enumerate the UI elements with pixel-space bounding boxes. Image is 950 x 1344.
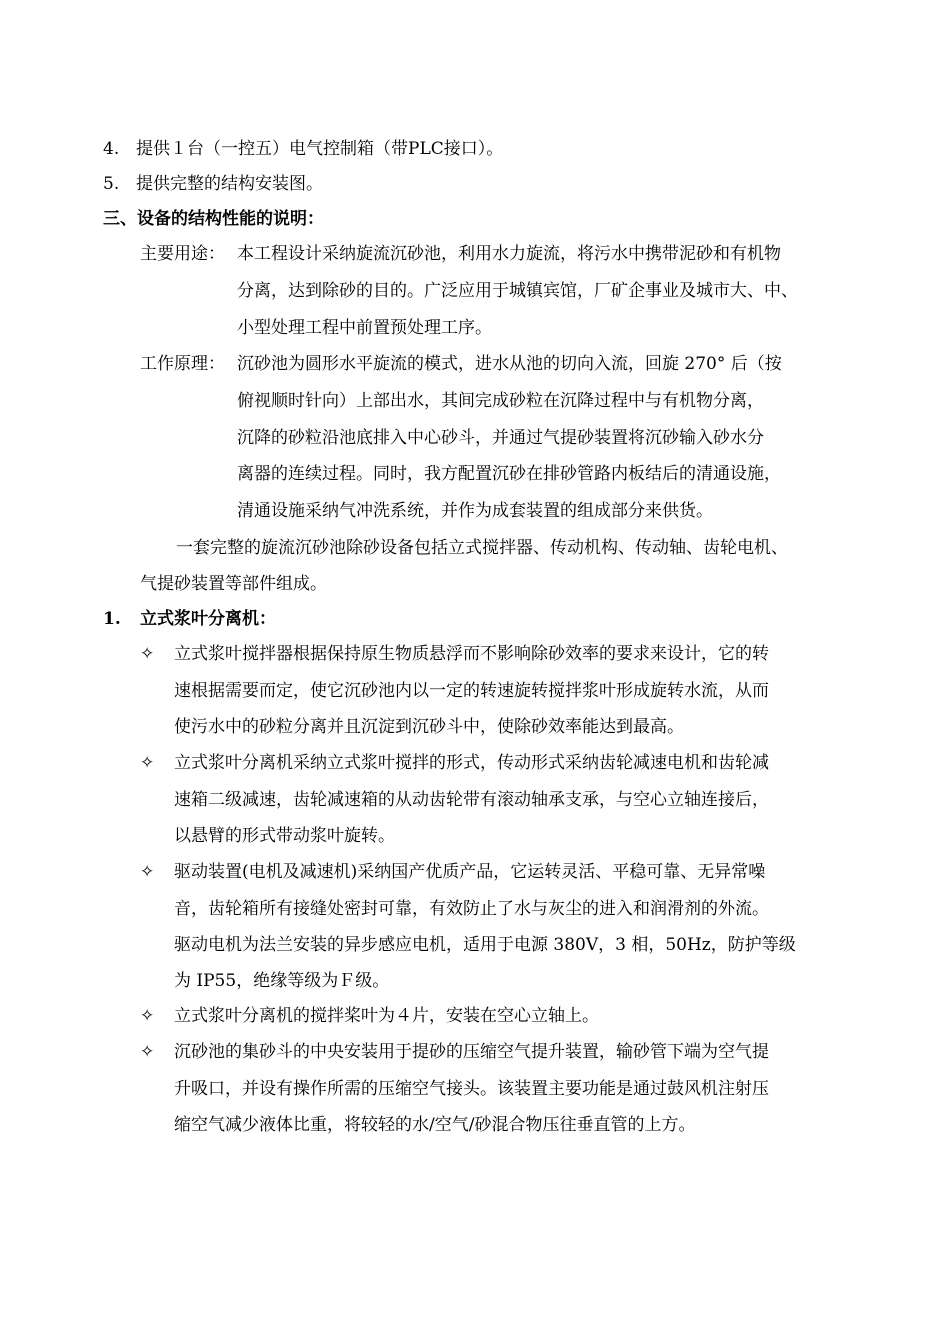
- bullet-line: 驱动电机为法兰安装的异步感应电机，适用于电源 380V，3 相，50Hz，防护等级: [174, 935, 796, 955]
- list-item-text: 提供完整的结构安装图。: [136, 174, 323, 194]
- section-heading: 三、设备的结构性能的说明：: [103, 209, 324, 229]
- list-item-num: 5.: [103, 174, 120, 194]
- bullet-line: 速根据需要而定，使它沉砂池内以一定的转速旋转搅拌浆叶形成旋转水流，从而: [174, 681, 769, 701]
- principle-line: 清通设施采纳气冲洗系统，并作为成套装置的组成部分来供货。: [237, 501, 713, 521]
- list-item-num: 4.: [103, 139, 120, 159]
- principle-line: 离器的连续过程。同时，我方配置沉砂在排砂管路内板结后的清通设施，: [237, 464, 781, 484]
- bullet-line: 升吸口，并设有操作所需的压缩空气接头。该装置主要功能是通过鼓风机注射压: [174, 1079, 769, 1099]
- usage-line: 分离，达到除砂的目的。广泛应用于城镇宾馆，厂矿企事业及城市大、中、: [237, 281, 798, 301]
- list-item-text: 提供１台（一控五）电气控制箱（带PLC接口）。: [136, 139, 504, 159]
- usage-line: 本工程设计采纳旋流沉砂池，利用水力旋流，将污水中携带泥砂和有机物: [237, 244, 781, 264]
- diamond-bullet-icon: ✧: [140, 644, 155, 664]
- item-num: 1.: [103, 609, 121, 629]
- diamond-bullet-icon: ✧: [140, 1006, 155, 1026]
- bullet-line: 音，齿轮箱所有接缝处密封可靠，有效防止了水与灰尘的进入和润滑剂的外流。: [174, 899, 769, 919]
- usage-line: 小型处理工程中前置预处理工序。: [237, 318, 492, 338]
- bullet-line: 驱动装置(电机及减速机)采纳国产优质产品，它运转灵活、平稳可靠、无异常噪: [174, 862, 766, 882]
- summary-line: 气提砂装置等部件组成。: [140, 574, 327, 594]
- diamond-bullet-icon: ✧: [140, 862, 155, 882]
- bullet-line: 使污水中的砂粒分离并且沉淀到沉砂斗中，使除砂效率能达到最高。: [174, 717, 684, 737]
- bullet-line: 立式浆叶分离机的搅拌桨叶为４片，安装在空心立轴上。: [174, 1006, 599, 1026]
- usage-label: 主要用途：: [140, 244, 225, 264]
- item-heading: 立式浆叶分离机：: [140, 609, 276, 629]
- bullet-line: 缩空气减少液体比重，将较轻的水/空气/砂混合物压往垂直管的上方。: [174, 1115, 696, 1135]
- principle-label: 工作原理：: [140, 354, 225, 374]
- summary-line: 一套完整的旋流沉砂池除砂设备包括立式搅拌器、传动机构、传动轴、齿轮电机、: [176, 538, 788, 558]
- bullet-line: 沉砂池的集砂斗的中央安装用于提砂的压缩空气提升装置，输砂管下端为空气提: [174, 1042, 769, 1062]
- diamond-bullet-icon: ✧: [140, 1042, 155, 1062]
- diamond-bullet-icon: ✧: [140, 753, 155, 773]
- bullet-line: 速箱二级减速，齿轮减速箱的从动齿轮带有滚动轴承支承，与空心立轴连接后，: [174, 790, 769, 810]
- principle-line: 沉降的砂粒沿池底排入中心砂斗，并通过气提砂装置将沉砂输入砂水分: [237, 428, 764, 448]
- bullet-line: 为 IP55，绝缘等级为Ｆ级。: [174, 971, 390, 991]
- principle-line: 俯视顺时针向）上部出水，其间完成砂粒在沉降过程中与有机物分离，: [237, 391, 764, 411]
- bullet-line: 以悬臂的形式带动浆叶旋转。: [174, 826, 395, 846]
- bullet-line: 立式浆叶分离机采纳立式浆叶搅拌的形式，传动形式采纳齿轮减速电机和齿轮减: [174, 753, 769, 773]
- principle-line: 沉砂池为圆形水平旋流的模式，进水从池的切向入流，回旋 270° 后（按: [237, 354, 782, 374]
- bullet-line: 立式浆叶搅拌器根据保持原生物质悬浮而不影响除砂效率的要求来设计，它的转: [174, 644, 769, 664]
